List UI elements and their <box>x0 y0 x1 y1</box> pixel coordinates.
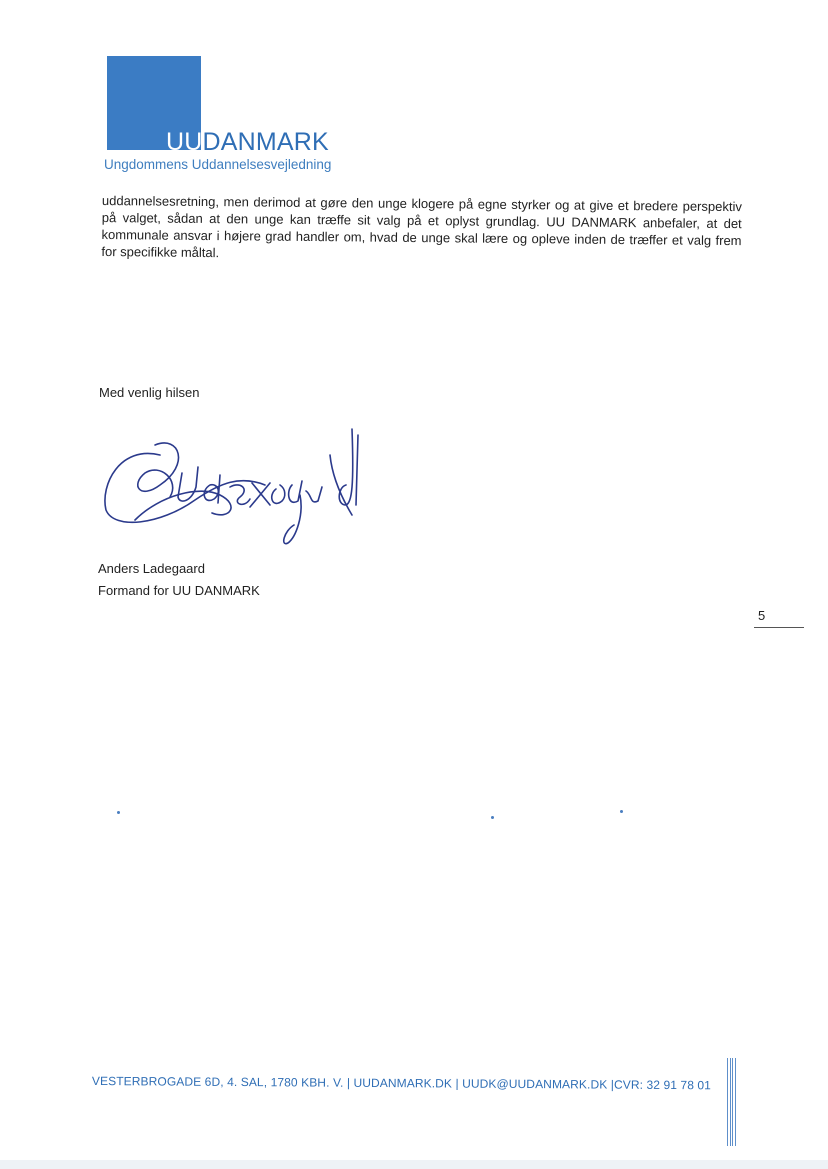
logo-wordmark-rest: DANMARK <box>202 128 329 156</box>
closing-greeting: Med venlig hilsen <box>99 385 200 400</box>
page-number: 5 <box>758 608 766 623</box>
handwritten-signature <box>100 425 390 555</box>
logo-wordmark <box>166 130 329 155</box>
body-line: for specifikke måltal. <box>101 243 220 261</box>
logo-tagline: Ungdommens Uddannelsesvejledning <box>104 157 332 172</box>
signer-name: Anders Ladegaard <box>98 561 205 576</box>
scan-speck <box>117 811 120 814</box>
signer-title: Formand for UU DANMARK <box>98 583 260 598</box>
page-number-rule <box>754 627 804 628</box>
body-line: uddannelsesretning, men derimod at gøre den unge klogere på egne styrker og at give et bredere perspektiv <box>101 192 742 215</box>
scan-speck <box>491 816 494 819</box>
scan-speck <box>620 810 623 813</box>
logo-wordmark-lead: UU <box>166 128 203 156</box>
body-line: kommunale ansvar i højere grad handler om, hvad de unge skal lære og opleve inden de træffer et valg frem <box>101 226 742 249</box>
footer-address: VESTERBROGADE 6D, 4. SAL, 1780 KBH. V. | UUDANMARK.DK | UUDK@UUDANMARK.DK |CVR: 32 91 78 01 <box>91 1074 712 1093</box>
footer-decorative-bars <box>727 1058 739 1146</box>
body-paragraph <box>101 192 742 266</box>
page-bottom-strip <box>0 1160 828 1169</box>
body-line: på valget, sådan at den unge kan træffe sit valg på et oplyst grundlag. UU DANMARK anbefaler, at det <box>101 209 742 232</box>
